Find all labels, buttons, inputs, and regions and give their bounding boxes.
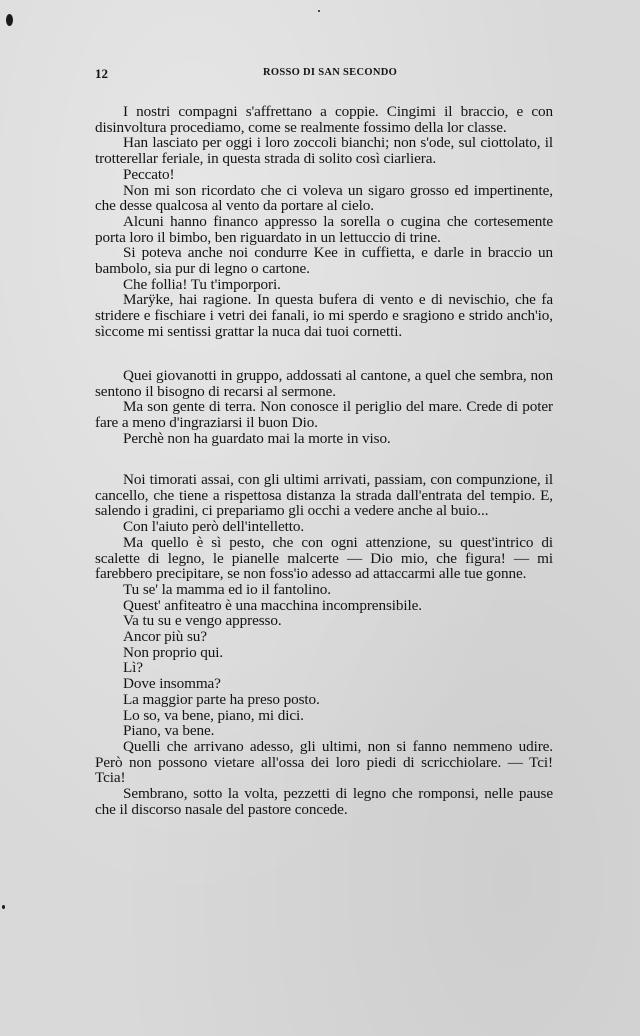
paragraph: Quei giovanotti in gruppo, addossati al cantone, a quel che sembra, non sentono il bisogno di recarsi al sermone. [95, 367, 553, 400]
paragraph: Si poteva anche noi condurre Kee in cuffietta, e darle in braccio un bambolo, sia pur di legno o cartone. [95, 244, 553, 278]
paragraph: Peccato! [123, 165, 175, 183]
paragraph: Lì? [123, 659, 143, 677]
running-head: ROSSO DI SAN SECONDO [263, 67, 398, 78]
paragraph: Che follia! Tu t'imporpori. [123, 275, 281, 293]
paragraph: Marÿke, hai ragione. In questa bufera di vento e di nevischio, che fa stridere e fischiare i vetri dei fanali, io mi sperdo e sragiono e strido anch'io, sìccome mi sentissi grattar la nuca dai tuoi cornetti. [95, 291, 553, 340]
paragraph: Non mi son ricordato che ci voleva un sigaro grosso ed impertinente, che desse qualcosa al vento da portare al cielo. [95, 181, 553, 215]
paragraph: Non proprio qui. [123, 643, 224, 661]
print-speck [6, 14, 13, 26]
paragraph: Va tu su e vengo appresso. [123, 612, 282, 630]
page-number: 12 [95, 66, 108, 81]
print-speck [318, 10, 320, 12]
paragraph: Ancor più su? [123, 628, 207, 646]
paragraph: Con l'aiuto però dell'intelletto. [123, 518, 305, 536]
text-section-1 [95, 104, 553, 340]
paragraph: Quest' anfiteatro è una macchina incomprensibile. [123, 596, 422, 614]
paragraph: Piano, va bene. [123, 722, 215, 740]
paragraph: Ma son gente di terra. Non conosce il periglio del mare. Crede di poter fare a meno d'ingraziarsi il buon Dio. [95, 398, 553, 432]
paragraph: Sembrano, sotto la volta, pezzetti di legno che romponsi, nelle pause che il discorso nasale del pastore concede. [95, 785, 553, 818]
paragraph: Dove insomma? [123, 675, 221, 693]
text-section-3 [95, 472, 553, 817]
paragraph: Alcuni hanno financo appresso la sorella o cugina che cortesemente porta loro il bimbo, ben riguardato in un lettuccio di trine. [95, 212, 553, 246]
paragraph: La maggior parte ha preso posto. [123, 690, 320, 708]
page-header [95, 66, 552, 84]
paragraph: Perchè non ha guardato mai la morte in viso. [123, 429, 391, 447]
paragraph: Han lasciato per oggi i loro zoccoli bianchi; non s'ode, sul ciottolato, il trotterellar feriale, in questa strada di solito così ciarliera. [95, 134, 553, 168]
paragraph: I nostri compagni s'affrettano a coppie. Cingimi il braccio, e con disinvoltura procediamo, come se realmente fossimo della lor classe. [95, 103, 553, 136]
paragraph: Noi timorati assai, con gli ultimi arrivati, passiam, con compunzione, il cancello, che tiene a rispettosa distanza la strada dall'entrata del tempio. E, salendo i gradini, ci prepariamo gli occhi a vedere anche al buio... [95, 471, 553, 520]
paragraph: Ma quello è sì pesto, che con ogni attenzione, su quest'intrico di scalette di legno, le pianelle malcerte — Dio mio, che figura! — mi farebbero precipitare, se non foss'io adesso ad attaccarmi alle tue gonne. [95, 533, 553, 583]
paragraph: Quelli che arrivano adesso, gli ultimi, non si fanno nemmeno udire. Però non possono vietare all'ossa dei loro piedi di scricchiolare. — Tci! Tcia! [95, 737, 553, 787]
print-speck [2, 905, 5, 909]
paragraph: Lo so, va bene, piano, mi dici. [123, 706, 304, 724]
text-section-2 [95, 368, 553, 447]
paragraph: Tu se' la mamma ed io il fantolino. [123, 580, 331, 598]
